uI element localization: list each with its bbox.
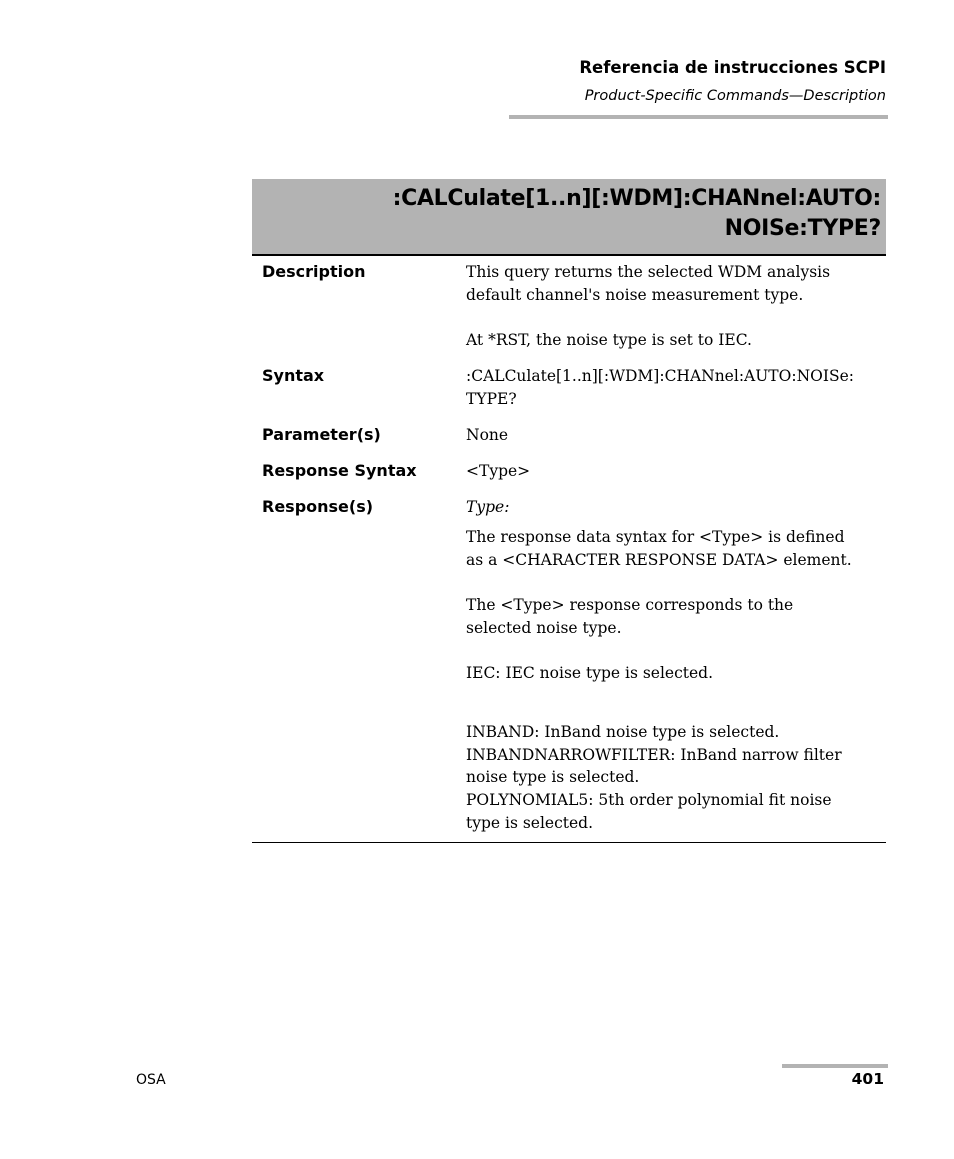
responses-line-6: INBAND: InBand noise type is selected. (466, 723, 780, 741)
syntax-line-2: TYPE? (466, 390, 517, 408)
responses-line-4: selected noise type. (466, 619, 622, 637)
page-number: 401 (851, 1070, 884, 1088)
responses-line-3: The <Type> response corresponds to the (466, 596, 794, 614)
responses-line-1: The response data syntax for <Type> is defined (466, 528, 845, 546)
command-title-box (252, 179, 886, 256)
footer-rule (782, 1064, 888, 1068)
syntax-line-1: :CALCulate[1..n][:WDM]:CHANnel:AUTO:NOISe: (466, 367, 854, 385)
description-line-1: This query returns the selected WDM analysis (466, 263, 831, 281)
syntax-label: Syntax (262, 366, 325, 385)
running-header-subtitle: Product-Specific Commands—Description (584, 88, 886, 104)
header-rule (509, 115, 888, 119)
footer-product-name: OSA (136, 1072, 166, 1088)
response-syntax-value: <Type> (466, 462, 531, 480)
running-header-title: Referencia de instrucciones SCPI (579, 58, 886, 77)
description-label: Description (262, 262, 366, 281)
responses-label: Response(s) (262, 497, 374, 516)
responses-line-10: type is selected. (466, 814, 594, 832)
responses-line-8: noise type is selected. (466, 768, 640, 786)
response-syntax-label: Response Syntax (262, 461, 417, 480)
description-line-2: default channel's noise measurement type. (466, 286, 804, 304)
responses-line-9: POLYNOMIAL5: 5th order polynomial fit noise (466, 791, 832, 809)
command-title-line-2: NOISe:TYPE? (724, 216, 881, 241)
parameters-label: Parameter(s) (262, 425, 381, 444)
parameters-value: None (466, 426, 509, 444)
responses-line-7: INBANDNARROWFILTER: InBand narrow filter (466, 746, 842, 764)
responses-line-2: as a <CHARACTER RESPONSE DATA> element. (466, 551, 852, 569)
responses-param-name: Type: (466, 498, 510, 516)
responses-line-5: IEC: IEC noise type is selected. (466, 664, 714, 682)
command-title-line-1: :CALCulate[1..n][:WDM]:CHANnel:AUTO: (392, 186, 881, 211)
table-bottom-rule (252, 842, 886, 843)
description-line-3: At *RST, the noise type is set to IEC. (466, 331, 752, 349)
